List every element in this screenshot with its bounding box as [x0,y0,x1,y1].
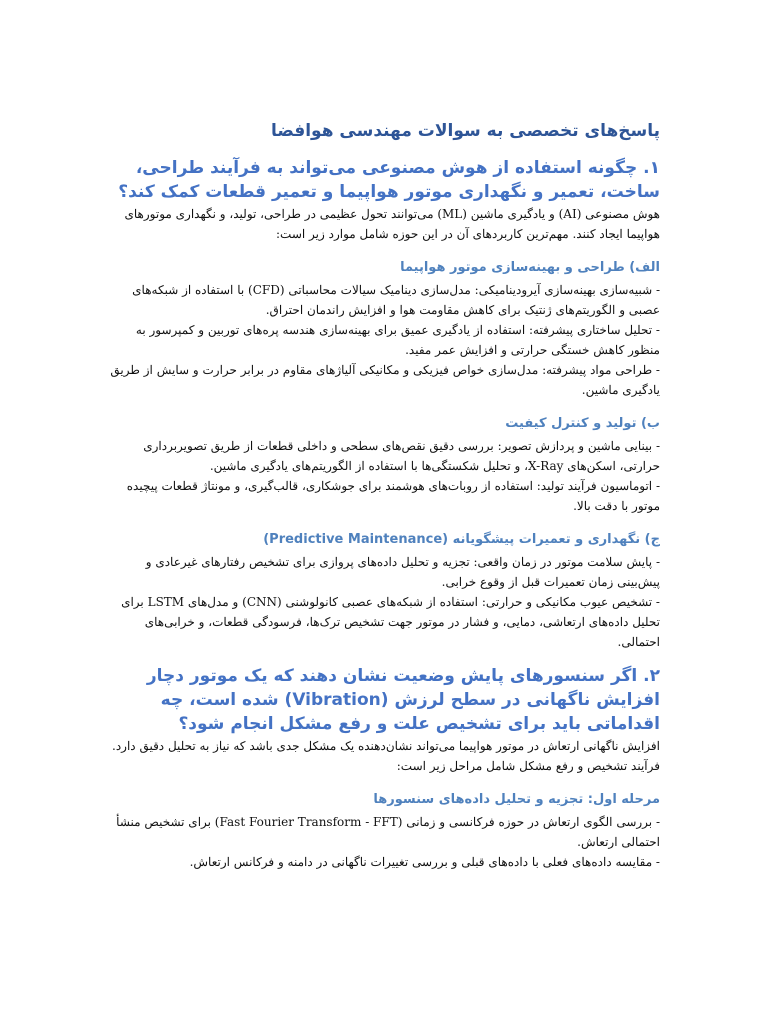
section-design-item-3: - طراحی مواد پیشرفته: مدل‌سازی خواص فیزیکی و مکانیکی آلیاژهای مقاوم در برابر حرارت و سایش از طریق یادگیری ماشین. [110,363,660,397]
section-design-item-2: - تحلیل ساختاری پیشرفته: استفاده از یادگیری عمیق برای بهینه‌سازی هندسه پره‌های توربین و کمپرسور به منظور کاهش خستگی حرارتی و افزایش عمر مفید. [135,323,660,357]
question-1-intro: هوش مصنوعی (AI) و یادگیری ماشین (ML) می‌توانند تحول عظیمی در طراحی، تولید، و نگهداری موتورهای هواپیما ایجاد کنند. مهم‌ترین کاربردهای آن در این حوزه شامل موارد زیر است: [124,207,660,241]
section-production-heading: ب) تولید و کنترل کیفیت [505,416,660,431]
question-2-heading: ۲. اگر سنسورهای پایش وضعیت نشان دهند که یک موتور دچار افزایش ناگهانی در سطح لرزش (Vibration) شده است، چه اقداماتی باید برای تشخیص علت و رفع مشکل انجام شود؟ [146,666,660,734]
section-design-heading: الف) طراحی و بهینه‌سازی موتور هواپیما [400,260,660,275]
section-production-item-1: - بینایی ماشین و پردازش تصویر: بررسی دقیق نقص‌های سطحی و داخلی قطعات از طریق تصویربرداری حرارتی، اسکن‌های X-Ray، و تحلیل شکستگی‌ها با استفاده از الگوریتم‌های یادگیری ماشین. [143,439,660,473]
section-production-item-2: - اتوماسیون فرآیند تولید: استفاده از روبات‌های هوشمند برای جوشکاری، قالب‌گیری، و مونتاژ قطعات پیچیده موتور با دقت بالا. [126,479,660,513]
section-sensor-analysis-heading: مرحله اول: تجزیه و تحلیل داده‌های سنسورها [373,792,660,807]
question-1-block [108,156,660,652]
question-2-intro: افزایش ناگهانی ارتعاش در موتور هواپیما می‌تواند نشان‌دهنده یک مشکل جدی باشد که نیاز به تحلیل دقیق دارد. فرآیند تشخیص و رفع مشکل شامل مراحل زیر است: [112,739,660,773]
question-1-heading: ۱. چگونه استفاده از هوش مصنوعی می‌تواند به فرآیند طراحی، ساخت، تعمیر و نگهداری موتور هواپیما و تعمیر قطعات کمک کند؟ [118,158,660,202]
section-maintenance-item-2: - تشخیص عیوب مکانیکی و حرارتی: استفاده از شبکه‌های عصبی کانولوشنی (CNN) و مدل‌های LSTM برای تحلیل داده‌های ارتعاشی، دمایی، و فشار در موتور جهت تشخیص ترک‌ها، فرسودگی قطعات، و خرابی‌های احتمالی. [121,595,660,649]
section-sensor-analysis-item-1: - بررسی الگوی ارتعاش در حوزه فرکانسی و زمانی (Fast Fourier Transform - FFT) برای تشخیص منشأ احتمالی ارتعاش. [116,815,660,849]
section-design-item-1: - شبیه‌سازی بهینه‌سازی آیرودینامیکی: مدل‌سازی دینامیک سیالات محاسباتی (CFD) با استفاده از شبکه‌های عصبی و الگوریتم‌های ژنتیک برای کاهش مقاومت هوا و افزایش راندمان احتراق. [132,283,660,317]
section-sensor-analysis-item-2: - مقایسه داده‌های فعلی با داده‌های قبلی و بررسی تغییرات ناگهانی در دامنه و فرکانس ارتعاش. [189,855,660,869]
page-title: پاسخ‌های تخصصی به سوالات مهندسی هوافضا [270,121,660,141]
document-page [108,118,660,872]
section-maintenance-item-1: - پایش سلامت موتور در زمان واقعی: تجزیه و تحلیل داده‌های پروازی برای تشخیص رفتارهای غیرعادی و پیش‌بینی زمان تعمیرات قبل از وقوع خرابی. [145,555,660,589]
question-2-block [108,664,660,872]
section-maintenance-heading: ج) نگهداری و تعمیرات پیشگویانه (Predictive Maintenance) [263,532,660,547]
